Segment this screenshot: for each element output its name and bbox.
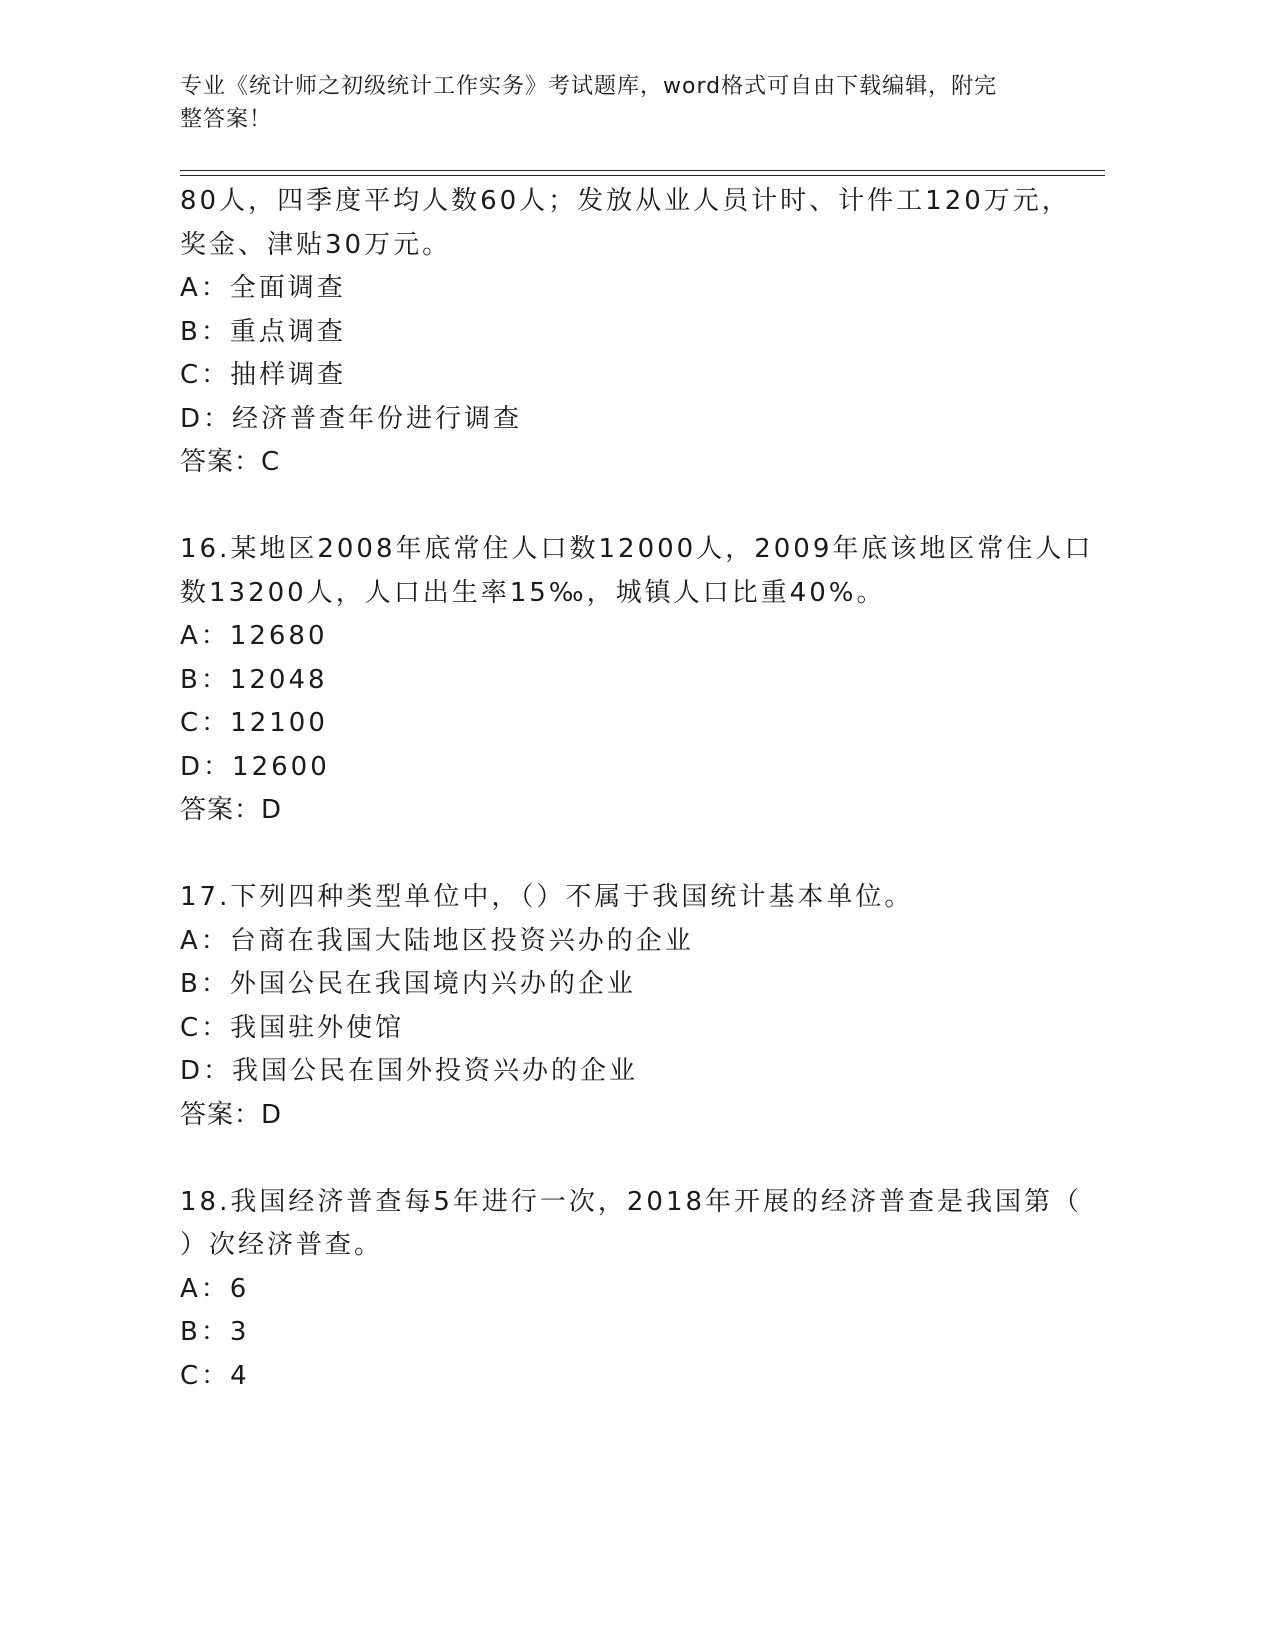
question-15 xyxy=(180,180,1071,485)
option-a: A：台商在我国大陆地区投资兴办的企业 xyxy=(180,925,694,956)
answer-label: 答案：C xyxy=(180,447,281,477)
option-a: A：6 xyxy=(180,1273,250,1304)
option-b: B：外国公民在我国境内兴办的企业 xyxy=(180,969,636,999)
question-list xyxy=(180,180,1094,1398)
question-stem-line: 数13200人，人口出生率15‰，城镇人口比重40%。 xyxy=(180,577,886,608)
option-c: C：12100 xyxy=(180,708,328,738)
option-b: B：重点调查 xyxy=(180,316,346,347)
question-17 xyxy=(180,876,1040,1137)
document-header xyxy=(180,70,1040,136)
option-a: A：全面调查 xyxy=(180,273,346,303)
question-stem-line: 80人，四季度平均人数60人；发放从业人员计时、计件工120万元， xyxy=(180,186,1071,216)
spacer xyxy=(180,1137,1040,1181)
answer-label: 答案：D xyxy=(180,795,283,825)
spacer xyxy=(180,833,1040,877)
question-18 xyxy=(180,1181,1083,1399)
question-stem-line: 奖金、津贴30万元。 xyxy=(180,229,452,260)
option-d: D：我国公民在国外投资兴办的企业 xyxy=(180,1056,639,1086)
option-c: C：抽样调查 xyxy=(180,360,347,390)
header-divider-top xyxy=(180,170,1105,171)
option-a: A：12680 xyxy=(180,621,328,651)
option-c: C：我国驻外使馆 xyxy=(180,1012,405,1043)
question-16 xyxy=(180,528,1094,833)
answer-label: 答案：D xyxy=(180,1099,283,1130)
question-stem-line: ）次经济普查。 xyxy=(180,1230,384,1260)
spacer xyxy=(180,485,1040,529)
header-line-2: 整答案！ xyxy=(180,107,273,132)
question-stem-line: 17.下列四种类型单位中，（）不属于我国统计基本单位。 xyxy=(180,882,914,912)
header-divider-bottom xyxy=(180,175,1105,176)
option-b: B：3 xyxy=(180,1317,250,1347)
option-d: D：经济普查年份进行调查 xyxy=(180,403,523,434)
question-stem-line: 16.某地区2008年底常住人口数12000人，2009年底该地区常住人口 xyxy=(180,534,1094,564)
option-c: C：4 xyxy=(180,1360,250,1391)
option-d: D：12600 xyxy=(180,751,330,782)
question-stem-line: 18.我国经济普查每5年进行一次，2018年开展的经济普查是我国第（ xyxy=(180,1186,1083,1217)
option-b: B：12048 xyxy=(180,664,328,695)
header-line-1: 专业《统计师之初级统计工作实务》考试题库，word格式可自由下载编辑，附完 xyxy=(180,74,998,99)
